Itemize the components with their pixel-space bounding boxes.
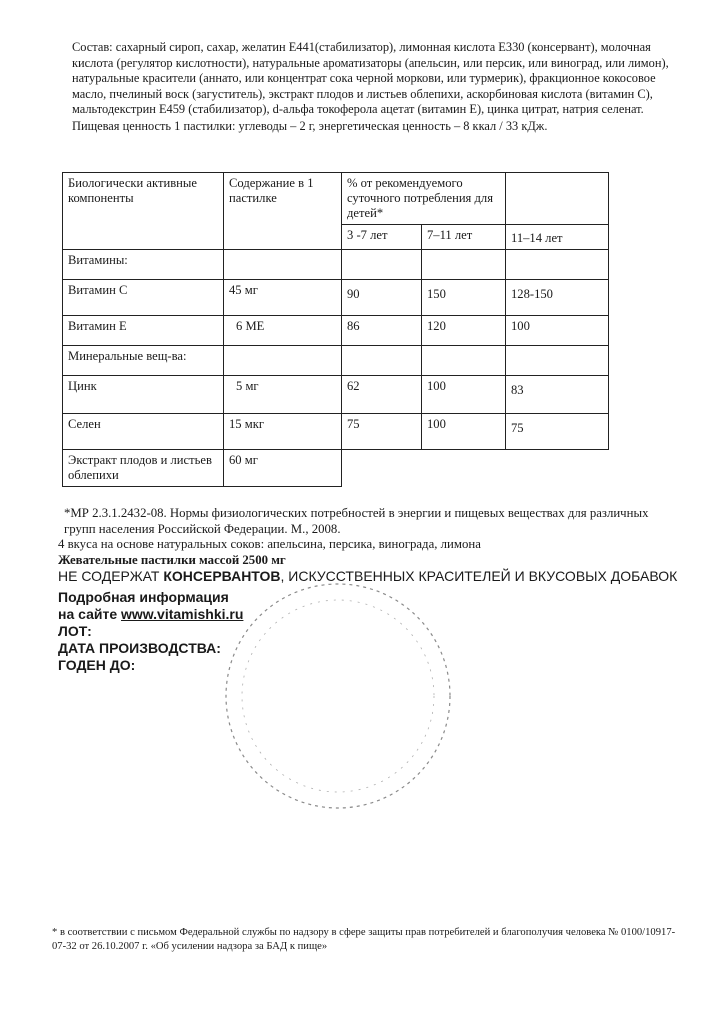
row-value-c: 83 [506,376,609,414]
row-amount [224,346,342,376]
row-amount: 5 мг [224,376,342,414]
flavors-text: 4 вкуса на основе натуральных соков: апельсина, персика, винограда, лимона [58,537,481,552]
table-row [63,450,609,487]
row-amount: 6 МЕ [224,316,342,346]
age-11-14: 11–14 лет [506,225,609,250]
row-value-a [342,250,422,280]
nutrition-value: Пищевая ценность 1 пастилки: углеводы – 2 г, энергетическая ценность – 8 ккал / 33 кДж. [72,118,548,133]
row-value-c: 75 [506,414,609,450]
composition-block [72,40,692,135]
header-empty [506,173,609,225]
mass-text: Жевательные пастилки массой 2500 мг [58,552,286,567]
row-amount [224,250,342,280]
row-value-a [342,450,422,487]
row-value-a: 62 [342,376,422,414]
age-7-11: 7–11 лет [422,225,506,250]
site-link[interactable]: www.vitamishki.ru [121,606,244,623]
row-value-b [422,450,506,487]
row-amount: 60 мг [224,450,342,487]
footnote-block [52,926,682,953]
no-additives-bold: КОНСЕРВАНТОВ [163,568,281,585]
row-value-c: 128-150 [506,280,609,316]
header-percent [342,173,506,225]
row-name: Селен [63,414,224,450]
row-value-a: 90 [342,280,422,316]
header-content: Содержание в 1 пастилке [224,173,342,250]
row-name: Витамин С [63,280,224,316]
row-name: Витамины: [63,250,224,280]
more-info-text: Подробная информация [58,589,229,606]
row-value-c [506,250,609,280]
table-row [63,376,609,414]
row-value-b: 100 [422,376,506,414]
row-amount: 15 мкг [224,414,342,450]
row-value-a [342,346,422,376]
row-value-b: 150 [422,280,506,316]
row-value-a: 75 [342,414,422,450]
site-prefix: на сайте [58,606,122,623]
table-row [63,280,609,316]
nutrients-table [62,172,609,487]
row-name: Экстракт плодов и листьев облепихи [63,450,224,487]
row-name: Витамин Е [63,316,224,346]
row-name: Минеральные вещ-ва: [63,346,224,376]
row-value-b [422,250,506,280]
footnote-text: * в соответствии с письмом Федеральной службы по надзору в сфере защиты прав потребителей и благополучия человека № 0100/10917-07-32 от 26.10.2007 г. «Об усилении надзора за БАД к пище» [52,927,676,952]
table-row [63,250,609,280]
header-percent-text: % от рекомендуемого суточного потребления для детей* [347,176,493,220]
composition-text: Состав: сахарный сироп, сахар, желатин Е441(стабилизатор), лимонная кислота Е330 (консервант), молочная кислота (регулятор кислотности), натуральные ароматизаторы (апельсин, или персик, или виноград, или лимон), натуральные красители (аннато, или концентрат сока черной моркови, или турмерик), фракционное кокосовое масло, пчелиный воск (загуститель), экстракт плодов и листьев облепихи, аскорбиновая кислота (витамин С), мальтодекстрин Е459 (стабилизатор), d-альфа токоферола ацетат (витамин Е), цинка цитрат, натрия селенат. [72,40,669,117]
stamp-outline [218,576,458,816]
table-row [63,414,609,450]
row-value-c [506,450,609,487]
production-date-label: ДАТА ПРОИЗВОДСТВА: [58,640,221,657]
row-value-c [506,346,609,376]
table-row [63,316,609,346]
table-header-row [63,173,609,225]
reference-note: *МР 2.3.1.2432-08. Нормы физиологических потребностей в энергии и пищевых веществах для различных групп населения Российской Федерации. М., 2008. [64,506,649,536]
expiry-label: ГОДЕН ДО: [58,657,136,674]
row-value-b: 120 [422,316,506,346]
header-component: Биологически активные компоненты [63,173,224,250]
table-row [63,346,609,376]
row-value-a: 86 [342,316,422,346]
row-amount: 45 мг [224,280,342,316]
row-value-b [422,346,506,376]
row-name: Цинк [63,376,224,414]
age-3-7: 3 -7 лет [342,225,422,250]
row-value-c: 100 [506,316,609,346]
no-additives-prefix: НЕ СОДЕРЖАТ [58,568,164,585]
lot-label: ЛОТ: [58,623,92,640]
no-additives-suffix: , ИСКУССТВЕННЫХ КРАСИТЕЛЕЙ И ВКУСОВЫХ ДОБАВОК [280,568,678,585]
row-value-b: 100 [422,414,506,450]
